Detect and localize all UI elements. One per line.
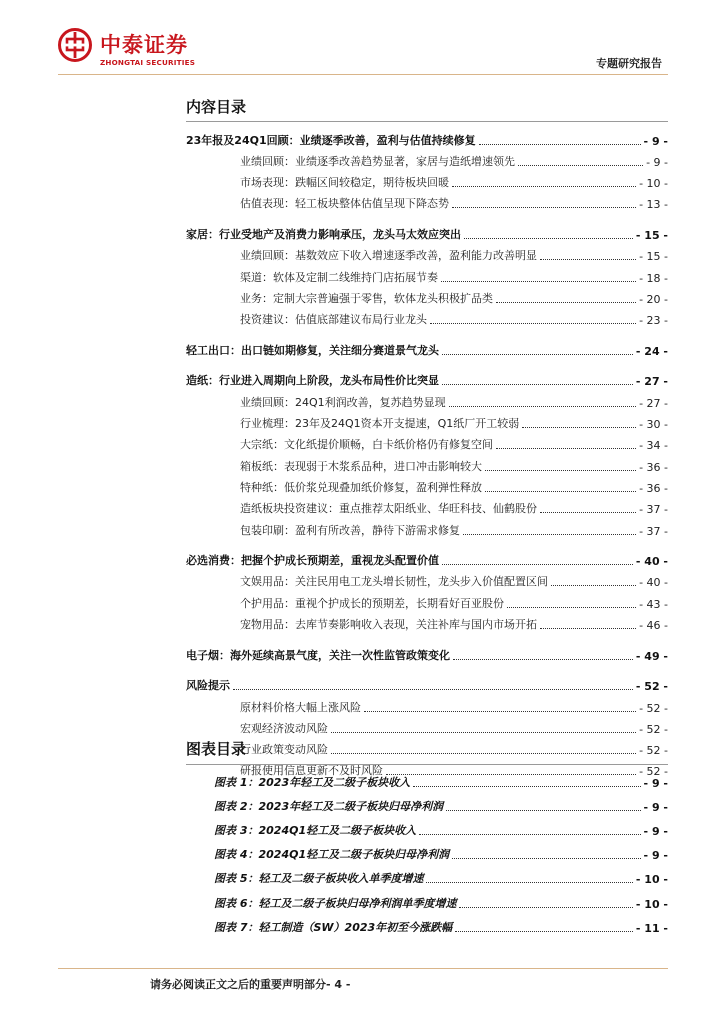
toc-entry-page: - 18 - <box>639 271 668 285</box>
figure-leader-dots <box>426 882 632 883</box>
toc-entry-title: 行业梳理：23年及24Q1资本开支提速，Q1纸厂开工较弱 <box>240 417 520 431</box>
toc-entry-title: 包装印刷：盈利有所改善，静待下游需求修复 <box>240 523 460 537</box>
figure-leader-dots <box>413 786 640 787</box>
toc-entry-title: 轻工出口：出口链如期修复，关注细分赛道景气龙头 <box>186 343 439 357</box>
figure-entry-title: 图表 3：2024Q1轻工及二级子板块收入 <box>214 824 417 838</box>
toc-subsection-entry[interactable] <box>186 306 668 327</box>
toc-entry-page: - 23 - <box>639 314 668 328</box>
toc-entry-page: - 37 - <box>639 503 668 517</box>
toc-subsection-entry[interactable] <box>186 410 668 431</box>
toc-entry-title: 箱板纸：表现弱于木浆系品种，进口冲击影响较大 <box>240 459 482 473</box>
toc-entry-page: - 52 - <box>639 701 668 715</box>
toc-leader-dots <box>540 512 636 513</box>
toc-entry-title: 个护用品：重视个护成长的预期差，长期看好百亚股份 <box>240 596 504 610</box>
toc-leader-dots <box>540 259 636 260</box>
toc-entry-page: - 36 - <box>639 460 668 474</box>
toc-entry-title: 宠物用品：去库节奏影响收入表现，关注补库与国内市场开拓 <box>240 618 537 632</box>
toc-leader-dots <box>453 659 633 660</box>
figure-list-entry[interactable] <box>214 814 668 838</box>
toc-section-entry[interactable] <box>186 672 668 694</box>
toc-subsection-entry[interactable] <box>186 474 668 495</box>
figure-entry-title: 图表 1：2023年轻工及二级子板块收入 <box>214 776 411 790</box>
toc-entry-page: - 52 - <box>639 744 668 758</box>
figure-entry-title: 图表 6：轻工及二级子板块归母净利润单季度增速 <box>214 896 457 910</box>
toc-entry-title: 大宗纸：文化纸提价顺畅，白卡纸价格仍有修复空间 <box>240 438 493 452</box>
toc-entry-page: - 34 - <box>639 439 668 453</box>
toc-entry-title: 业务：定制大宗普遍强于零售，软体龙头积极扩品类 <box>240 291 493 305</box>
figure-list-entry[interactable] <box>214 838 668 862</box>
footer-disclaimer <box>150 976 350 992</box>
toc-subsection-entry[interactable] <box>186 242 668 263</box>
figures-title: 图表目录 <box>186 740 247 758</box>
toc-entry-page: - 40 - <box>639 576 668 590</box>
toc-entry-title: 业绩回顾：24Q1利润改善，复苏趋势显现 <box>240 395 446 409</box>
toc-entry-page: - 24 - <box>635 344 668 358</box>
toc-entry-page: - 10 - <box>639 177 668 191</box>
toc-entry-page: - 9 - <box>643 134 668 148</box>
figure-entry-page: - 9 - <box>643 849 668 863</box>
toc-entry-page: - 43 - <box>639 597 668 611</box>
toc-leader-dots <box>507 607 636 608</box>
toc-leader-dots <box>441 281 636 282</box>
header-divider <box>58 74 668 75</box>
toc-entry-title: 渠道：软体及定制二线维持门店拓展节奏 <box>240 270 438 284</box>
toc-subsection-entry[interactable] <box>186 693 668 714</box>
footer-divider <box>58 968 668 969</box>
toc-entry-title: 研报使用信息更新不及时风险 <box>240 764 383 778</box>
toc-subsection-entry[interactable] <box>186 169 668 190</box>
toc-entry-page: - 52 - <box>639 722 668 736</box>
toc-subsection-entry[interactable] <box>186 263 668 284</box>
toc-entry-title: 电子烟：海外延续高景气度，关注一次性监管政策变化 <box>186 648 450 662</box>
figure-list-entry[interactable] <box>214 862 668 886</box>
toc-entry-page: - 9 - <box>646 155 668 169</box>
toc-subsection-entry[interactable] <box>186 285 668 306</box>
report-type-label: 专题研究报告 <box>596 57 662 70</box>
toc-leader-dots <box>430 323 636 324</box>
toc-leader-dots <box>442 564 633 565</box>
brand-name-en: ZHONGTAI SECURITIES <box>100 58 196 67</box>
contents-title-divider <box>186 121 668 122</box>
figure-list-entry[interactable] <box>214 886 668 910</box>
toc-leader-dots <box>364 711 636 712</box>
toc-entry-page: - 49 - <box>635 649 668 663</box>
toc-entry-title: 原材料价格大幅上涨风险 <box>240 700 361 714</box>
zhongtai-logo-icon <box>58 28 92 62</box>
footer-text: 请务必阅读正文之后的重要声明部分 <box>150 978 326 991</box>
toc-section-entry[interactable] <box>186 220 668 242</box>
toc-subsection-entry[interactable] <box>186 736 668 757</box>
figure-entry-page: - 10 - <box>635 873 668 887</box>
toc-subsection-entry[interactable] <box>186 190 668 211</box>
toc-entry-title: 风险提示 <box>186 679 230 693</box>
toc-subsection-entry[interactable] <box>186 388 668 409</box>
toc-entry-page: - 27 - <box>639 396 668 410</box>
toc-leader-dots <box>449 406 636 407</box>
toc-entry-title: 必选消费：把握个护成长预期差，重视龙头配置价值 <box>186 554 439 568</box>
brand-name-cn: 中泰证券 <box>100 33 188 57</box>
toc-subsection-entry[interactable] <box>186 568 668 589</box>
toc-entry-page: - 30 - <box>639 418 668 432</box>
toc-entry-page: - 15 - <box>635 229 668 243</box>
toc-leader-dots <box>485 491 636 492</box>
toc-section-entry[interactable] <box>186 126 668 148</box>
toc-subsection-entry[interactable] <box>186 516 668 537</box>
contents-title: 内容目录 <box>186 98 247 116</box>
toc-section-entry[interactable] <box>186 367 668 389</box>
toc-leader-dots <box>464 238 633 239</box>
toc-entry-page: - 27 - <box>635 375 668 389</box>
toc-entry-title: 估值表现：轻工板块整体估值呈现下降态势 <box>240 197 449 211</box>
footer-page-number: - 4 - <box>326 978 351 991</box>
toc-leader-dots <box>485 470 636 471</box>
figure-leader-dots <box>446 810 640 811</box>
toc-entry-page: - 15 - <box>639 250 668 264</box>
toc-leader-dots <box>540 628 636 629</box>
toc-entry-page: - 20 - <box>639 292 668 306</box>
company-logo <box>58 28 228 74</box>
toc-entry-title: 家居：行业受地产及消费力影响承压，龙头马太效应突出 <box>186 228 461 242</box>
toc-entry-title: 宏观经济波动风险 <box>240 721 328 735</box>
figure-list-entry[interactable] <box>214 790 668 814</box>
figure-entry-title: 图表 7：轻工制造（SW）2023年初至今涨跌幅 <box>214 920 453 934</box>
toc-entry-page: - 37 - <box>639 524 668 538</box>
figure-entry-page: - 9 - <box>643 825 668 839</box>
toc-entry-title: 造纸板块投资建议：重点推荐太阳纸业、华旺科技、仙鹤股份 <box>240 502 537 516</box>
figure-entry-page: - 9 - <box>643 777 668 791</box>
figure-entry-title: 图表 4：2024Q1轻工及二级子板块归母净利润 <box>214 848 450 862</box>
toc-entry-title: 业绩回顾：业绩逐季改善趋势显著，家居与造纸增速领先 <box>240 154 515 168</box>
toc-entry-title: 投资建议：估值底部建议布局行业龙头 <box>240 313 427 327</box>
toc-entry-title: 行业政策变动风险 <box>240 743 328 757</box>
toc-section-entry[interactable] <box>186 547 668 569</box>
toc-leader-dots <box>331 732 636 733</box>
figure-leader-dots <box>455 931 633 932</box>
list-of-figures <box>214 766 668 935</box>
toc-section-entry[interactable] <box>186 641 668 663</box>
figure-leader-dots <box>419 834 640 835</box>
figure-leader-dots <box>452 858 640 859</box>
toc-subsection-entry[interactable] <box>186 431 668 452</box>
toc-entry-page: - 52 - <box>639 765 668 779</box>
toc-subsection-entry[interactable] <box>186 589 668 610</box>
toc-leader-dots <box>522 427 636 428</box>
toc-subsection-entry[interactable] <box>186 452 668 473</box>
toc-entry-title: 业绩回顾：基数效应下收入增速逐季改善，盈利能力改善明显 <box>240 249 537 263</box>
toc-entry-page: - 36 - <box>639 481 668 495</box>
toc-entry-title: 23年报及24Q1回顾：业绩逐季改善，盈利与估值持续修复 <box>186 133 476 147</box>
toc-entry-title: 特种纸：低价浆兑现叠加纸价修复，盈利弹性释放 <box>240 480 482 494</box>
figure-list-entry[interactable] <box>214 911 668 935</box>
toc-leader-dots <box>233 689 633 690</box>
toc-subsection-entry[interactable] <box>186 611 668 632</box>
toc-leader-dots <box>518 165 643 166</box>
toc-leader-dots <box>496 302 636 303</box>
figure-entry-page: - 9 - <box>643 801 668 815</box>
toc-entry-title: 文娱用品：关注民用电工龙头增长韧性，龙头步入价值配置区间 <box>240 575 548 589</box>
toc-leader-dots <box>331 753 636 754</box>
toc-entry-title: 造纸：行业进入周期向上阶段，龙头布局性价比突显 <box>186 374 439 388</box>
toc-entry-page: - 13 - <box>639 198 668 212</box>
toc-subsection-entry[interactable] <box>186 715 668 736</box>
toc-entry-page: - 46 - <box>639 619 668 633</box>
toc-entry-page: - 40 - <box>635 555 668 569</box>
figure-entry-title: 图表 2：2023年轻工及二级子板块归母净利润 <box>214 800 444 814</box>
toc-leader-dots <box>452 207 636 208</box>
toc-entry-page: - 52 - <box>635 680 668 694</box>
toc-subsection-entry[interactable] <box>186 495 668 516</box>
toc-subsection-entry[interactable] <box>186 148 668 169</box>
figure-list-entry[interactable] <box>214 766 668 790</box>
figure-entry-page: - 10 - <box>635 897 668 911</box>
figure-entry-page: - 11 - <box>635 921 668 935</box>
toc-leader-dots <box>442 384 633 385</box>
toc-leader-dots <box>463 534 636 535</box>
figure-leader-dots <box>459 907 632 908</box>
figure-entry-title: 图表 5：轻工及二级子板块收入单季度增速 <box>214 872 424 886</box>
toc-section-entry[interactable] <box>186 336 668 358</box>
toc-leader-dots <box>452 186 636 187</box>
toc-leader-dots <box>551 585 636 586</box>
toc-entry-title: 市场表现：跌幅区间较稳定，期待板块回暖 <box>240 176 449 190</box>
figures-title-divider <box>186 764 668 765</box>
toc-leader-dots <box>442 354 633 355</box>
toc-leader-dots <box>496 448 636 449</box>
toc-leader-dots <box>479 144 641 145</box>
table-of-contents <box>186 126 668 778</box>
